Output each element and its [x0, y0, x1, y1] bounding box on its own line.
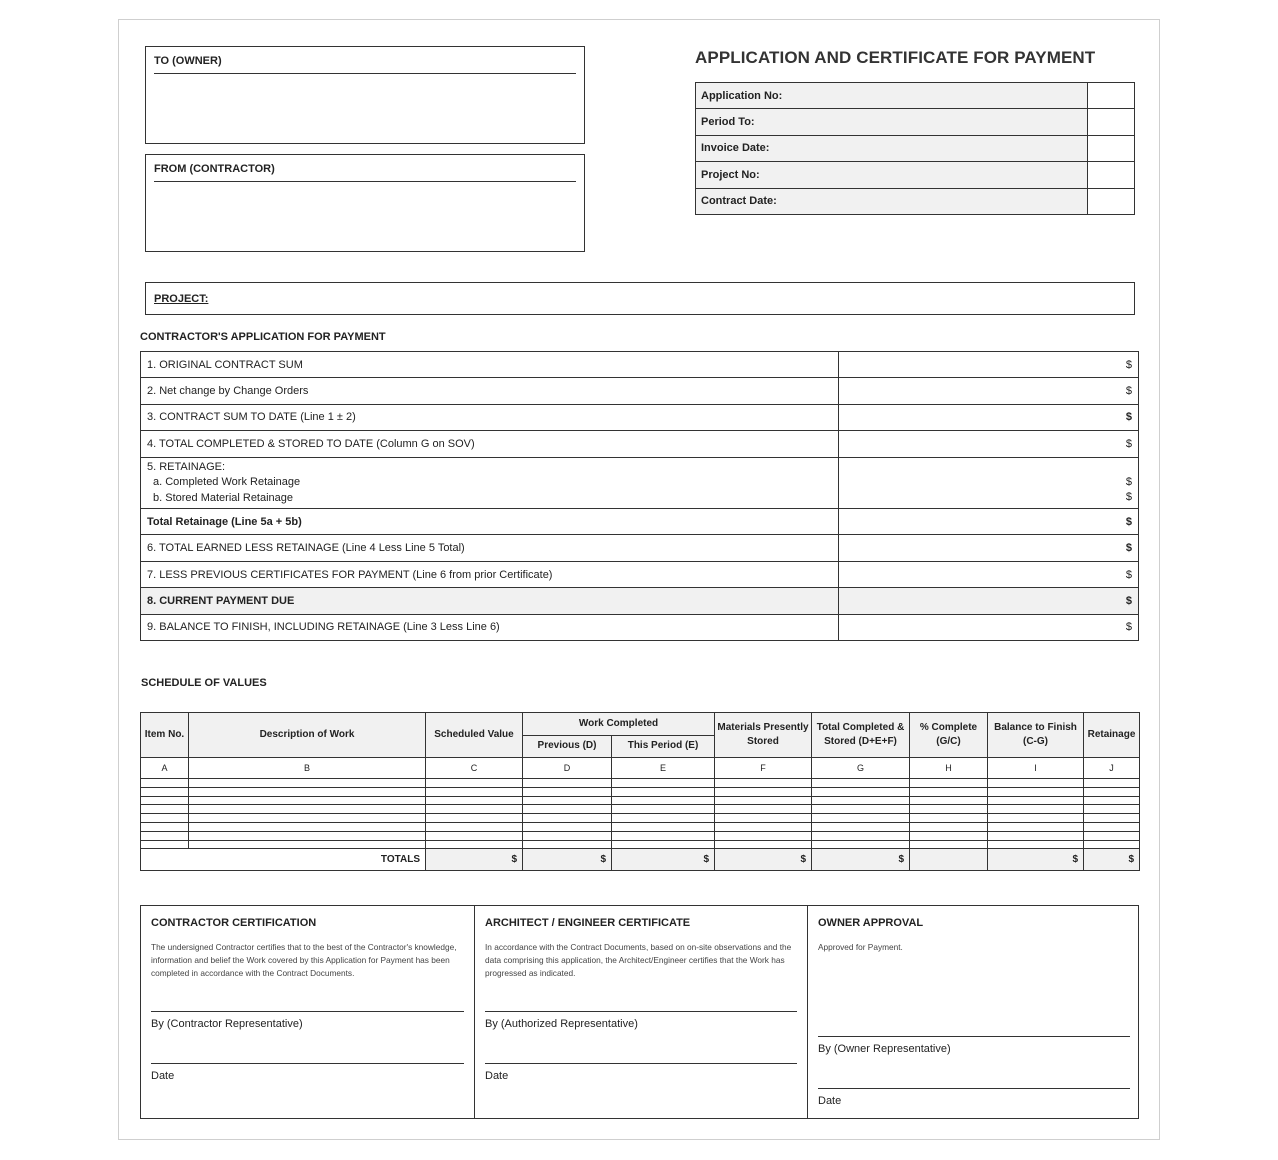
info-row-application-no	[696, 83, 1135, 109]
currency-symbol: $	[1125, 621, 1132, 634]
sov-blank-row[interactable]	[141, 805, 1140, 814]
info-label: Period To:	[696, 109, 1088, 135]
application-info-table	[695, 82, 1135, 215]
contractor-signature-caption: By (Contractor Representative)	[151, 1018, 303, 1030]
total-earned-field[interactable]	[839, 535, 1139, 561]
sov-header: Work Completed	[523, 713, 715, 736]
to-owner-underline	[154, 73, 576, 74]
info-row-project-no	[696, 162, 1135, 188]
info-label: Application No:	[696, 83, 1088, 109]
app-line-label: 8. CURRENT PAYMENT DUE	[141, 588, 839, 614]
application-table	[140, 351, 1139, 641]
column-letter: D	[523, 758, 612, 779]
sov-blank-row[interactable]	[141, 840, 1140, 849]
sov-header: Balance to Finish (C-G)	[988, 713, 1084, 758]
from-contractor-underline	[154, 181, 576, 182]
project-no-field[interactable]	[1088, 162, 1135, 188]
owner-approval-text: Approved for Payment.	[818, 942, 903, 952]
total-scheduled-value: $	[426, 849, 523, 871]
sov-letter-row	[141, 758, 1140, 779]
sov-header-row	[141, 713, 1140, 736]
app-row	[141, 404, 1139, 430]
payment-application-form	[118, 19, 1160, 1140]
currency-symbol: $	[1125, 491, 1132, 504]
to-owner-label: TO (OWNER)	[154, 55, 222, 67]
currency-symbol: $	[1125, 568, 1132, 581]
owner-date-caption: Date	[818, 1095, 842, 1107]
architect-cert-title: ARCHITECT / ENGINEER CERTIFICATE	[485, 917, 691, 929]
retainage-labels	[141, 457, 839, 509]
currency-symbol: $	[1125, 411, 1132, 424]
total-retainage: $	[1084, 849, 1140, 871]
contractor-signature-line[interactable]	[151, 1011, 464, 1012]
sov-header: This Period (E)	[612, 735, 715, 758]
contract-date-field[interactable]	[1088, 188, 1135, 214]
sov-blank-row[interactable]	[141, 787, 1140, 796]
app-row-current-payment	[141, 588, 1139, 614]
owner-approval	[807, 906, 1140, 1118]
app-row	[141, 352, 1139, 378]
column-letter: I	[988, 758, 1084, 779]
sov-header: Total Completed & Stored (D+E+F)	[812, 713, 910, 758]
contractor-cert-title: CONTRACTOR CERTIFICATION	[151, 917, 317, 929]
app-line-label: 4. TOTAL COMPLETED & STORED TO DATE (Column G on SOV)	[141, 431, 839, 457]
owner-signature-line[interactable]	[818, 1036, 1130, 1037]
stored-material-retainage-field[interactable]	[845, 490, 1132, 505]
contractor-date-line[interactable]	[151, 1063, 464, 1064]
completed-work-retainage-field[interactable]	[845, 475, 1132, 490]
application-no-field[interactable]	[1088, 83, 1135, 109]
app-row	[141, 614, 1139, 640]
currency-symbol: $	[1125, 594, 1132, 607]
total-this-period: $	[612, 849, 715, 871]
sov-blank-row[interactable]	[141, 796, 1140, 805]
column-letter: H	[910, 758, 988, 779]
sov-header: Previous (D)	[523, 735, 612, 758]
sov-header: Retainage	[1084, 713, 1140, 758]
project-label: PROJECT:	[154, 293, 209, 305]
column-letter: E	[612, 758, 715, 779]
total-balance-to-finish: $	[988, 849, 1084, 871]
column-letter: J	[1084, 758, 1140, 779]
app-row	[141, 509, 1139, 535]
owner-signature-caption: By (Owner Representative)	[818, 1043, 951, 1055]
app-row	[141, 378, 1139, 404]
currency-symbol: $	[1125, 515, 1132, 528]
app-line-label: a. Completed Work Retainage	[153, 476, 301, 489]
contractor-date-caption: Date	[151, 1070, 175, 1082]
app-line-label: 6. TOTAL EARNED LESS RETAINAGE (Line 4 Less Line 5 Total)	[141, 535, 839, 561]
sov-blank-row[interactable]	[141, 814, 1140, 823]
info-label: Contract Date:	[696, 188, 1088, 214]
sov-blank-row[interactable]	[141, 831, 1140, 840]
architect-certificate	[474, 906, 807, 1118]
app-row	[141, 431, 1139, 457]
app-row-retainage	[141, 457, 1139, 509]
owner-approval-title: OWNER APPROVAL	[818, 917, 924, 929]
contract-sum-to-date-field[interactable]	[839, 404, 1139, 430]
info-row-contract-date	[696, 188, 1135, 214]
previous-certificates-field[interactable]	[839, 561, 1139, 587]
total-materials-stored: $	[715, 849, 812, 871]
column-letter: C	[426, 758, 523, 779]
sov-header: % Complete (G/C)	[910, 713, 988, 758]
app-row	[141, 535, 1139, 561]
totals-label: TOTALS	[141, 849, 426, 871]
currency-symbol: $	[1125, 437, 1132, 450]
currency-symbol: $	[1125, 385, 1132, 398]
architect-signature-line[interactable]	[485, 1011, 797, 1012]
column-letter: B	[189, 758, 426, 779]
sov-header: Description of Work	[189, 713, 426, 758]
sov-header: Scheduled Value	[426, 713, 523, 758]
invoice-date-field[interactable]	[1088, 135, 1135, 161]
column-letter: A	[141, 758, 189, 779]
info-row-period-to	[696, 109, 1135, 135]
app-line-label: b. Stored Material Retainage	[153, 491, 294, 504]
contractor-certification	[141, 906, 474, 1118]
currency-symbol: $	[1125, 358, 1132, 371]
architect-date-line[interactable]	[485, 1063, 797, 1064]
info-label: Invoice Date:	[696, 135, 1088, 161]
original-contract-sum-field[interactable]	[839, 352, 1139, 378]
sov-totals-row	[141, 849, 1140, 871]
app-line-label: 5. RETAINAGE:	[147, 460, 226, 473]
architect-cert-text: In accordance with the Contract Documents, based on on-site observations and the data comprising this application, the Architect/Engineer certifies that the Work has progressed as indicated.	[485, 942, 792, 978]
sov-header: Item No.	[141, 713, 189, 758]
app-line-label: 2. Net change by Change Orders	[141, 378, 839, 404]
app-line-label: 9. BALANCE TO FINISH, INCLUDING RETAINAGE (Line 3 Less Line 6)	[141, 614, 839, 640]
contractor-cert-text: The undersigned Contractor certifies that to the best of the Contractor's knowledge, information and belief the Work covered by this Application for Payment has been completed in accordance with the Contract Documents.	[151, 942, 457, 978]
total-completed-stored: $	[812, 849, 910, 871]
total-previous: $	[523, 849, 612, 871]
sov-header: Materials Presently Stored	[715, 713, 812, 758]
column-letter: F	[715, 758, 812, 779]
architect-date-caption: Date	[485, 1070, 509, 1082]
total-percent-complete	[910, 849, 988, 871]
to-owner-box[interactable]	[145, 46, 585, 144]
change-orders-field[interactable]	[839, 378, 1139, 404]
sov-section-title: SCHEDULE OF VALUES	[141, 677, 267, 689]
period-to-field[interactable]	[1088, 109, 1135, 135]
app-line-label: 1. ORIGINAL CONTRACT SUM	[141, 352, 839, 378]
currency-symbol: $	[1125, 476, 1132, 489]
from-contractor-box[interactable]	[145, 154, 585, 252]
project-field[interactable]	[145, 282, 1135, 315]
currency-symbol: $	[1125, 542, 1132, 555]
application-section-title: CONTRACTOR'S APPLICATION FOR PAYMENT	[140, 331, 386, 343]
owner-date-line[interactable]	[818, 1088, 1130, 1089]
info-row-invoice-date	[696, 135, 1135, 161]
app-row	[141, 561, 1139, 587]
total-retainage-field[interactable]	[839, 509, 1139, 535]
balance-to-finish-field[interactable]	[839, 614, 1139, 640]
total-completed-field[interactable]	[839, 431, 1139, 457]
certifications-section	[140, 905, 1139, 1119]
schedule-of-values-table	[140, 712, 1140, 871]
page-title: APPLICATION AND CERTIFICATE FOR PAYMENT	[695, 48, 1096, 67]
sov-blank-row[interactable]	[141, 779, 1140, 788]
from-contractor-label: FROM (CONTRACTOR)	[154, 163, 275, 175]
app-line-label: Total Retainage (Line 5a + 5b)	[141, 509, 839, 535]
app-line-label: 3. CONTRACT SUM TO DATE (Line 1 ± 2)	[141, 404, 839, 430]
retainage-amounts	[839, 457, 1139, 509]
app-line-label: 7. LESS PREVIOUS CERTIFICATES FOR PAYMENT (Line 6 from prior Certificate)	[141, 561, 839, 587]
sov-blank-row[interactable]	[141, 822, 1140, 831]
column-letter: G	[812, 758, 910, 779]
architect-signature-caption: By (Authorized Representative)	[485, 1018, 638, 1030]
info-label: Project No:	[696, 162, 1088, 188]
current-payment-due-field[interactable]	[839, 588, 1139, 614]
